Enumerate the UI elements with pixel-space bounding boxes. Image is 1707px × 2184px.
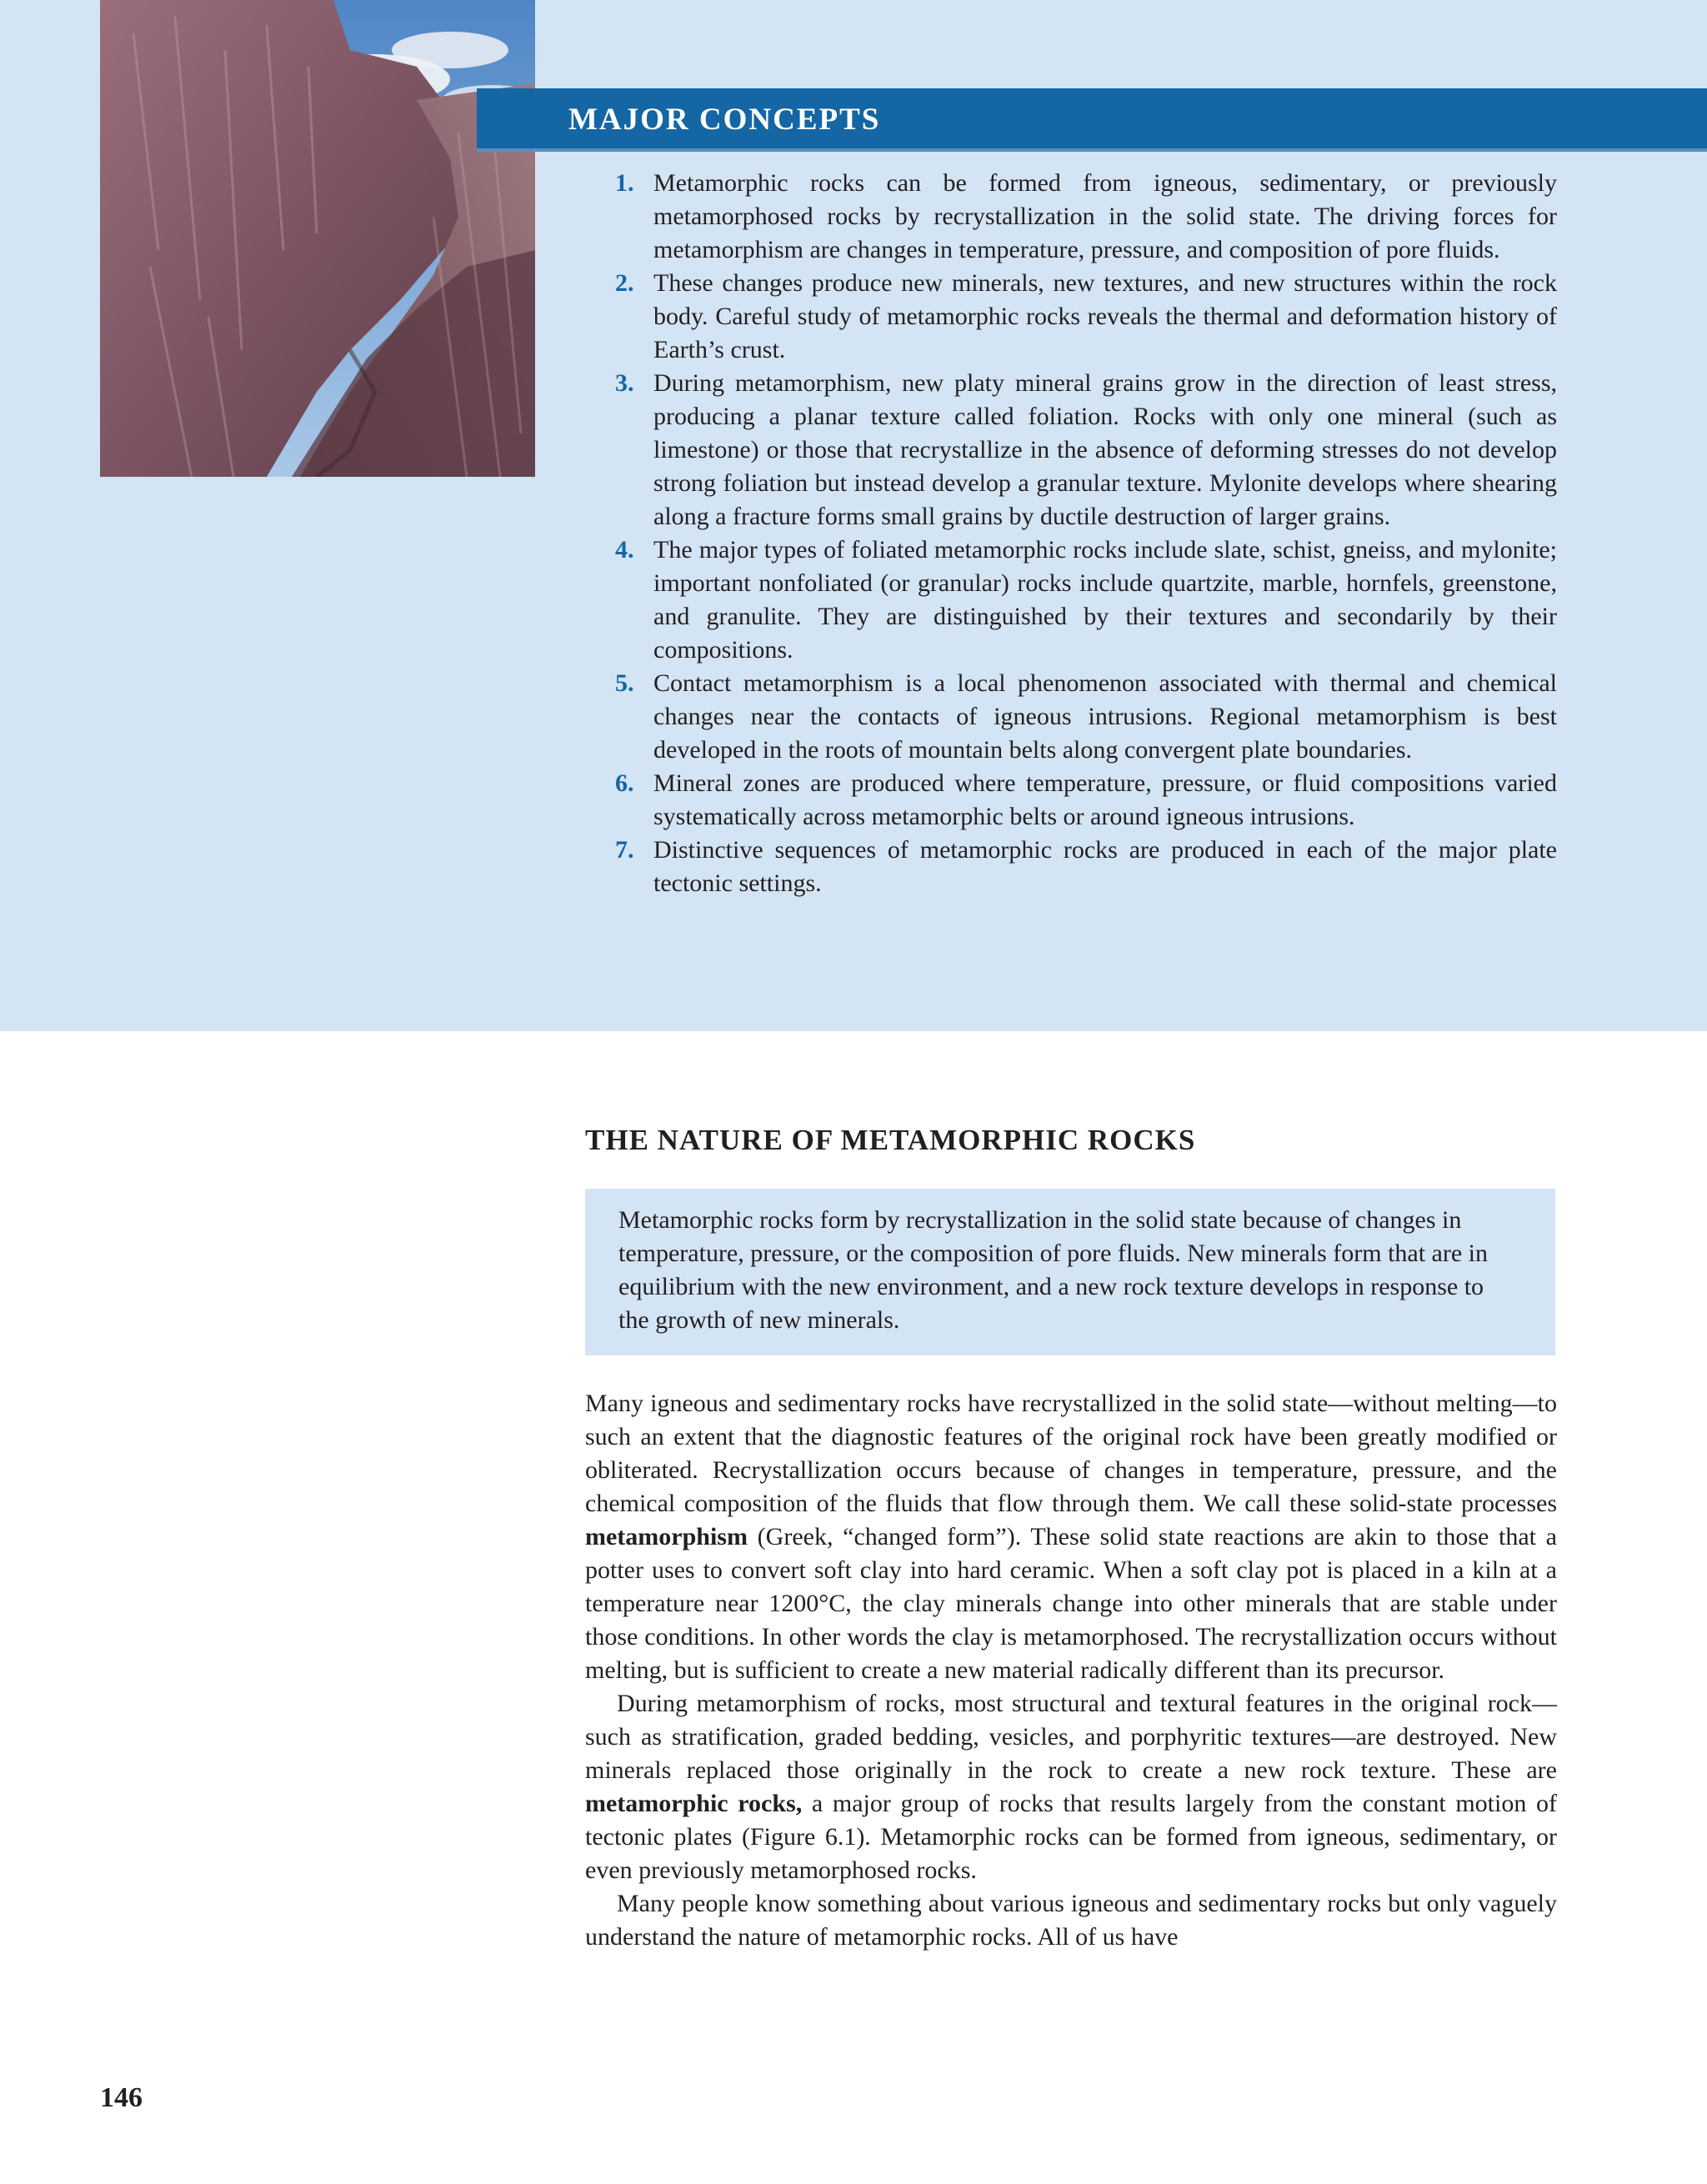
paragraph-text: a major group of rocks that results largely from the constant motion of tectonic plates (Figure 6.1). Metamorphic rocks can be formed from igneous, sedimentary, or even previously metamorphosed rocks. — [585, 1790, 1557, 1884]
concept-text: During metamorphism, new platy mineral grains grow in the direction of least stress, producing a planar texture called foliation. Rocks with only one mineral (such as limestone) or those that recrystallize in the absence of deforming stresses do not develop strong foliation but instead develop a granular texture. Mylonite develops where shearing along a fracture forms small grains by ductile destruction of larger grains. — [653, 369, 1557, 530]
concept-text: These changes produce new minerals, new textures, and new structures within the rock body. Careful study of metamorphic rocks reveals the thermal and deformation history of Earth’s crust. — [653, 269, 1557, 363]
concept-number: 5. — [615, 669, 634, 697]
major-concepts-title: MAJOR CONCEPTS — [568, 103, 881, 137]
key-term: metamorphic rocks, — [585, 1790, 803, 1817]
concept-number: 2. — [615, 269, 634, 297]
concept-text: Distinctive sequences of metamorphic rocks are produced in each of the major plate tectonic settings. — [653, 836, 1557, 897]
concept-text: Metamorphic rocks can be formed from igneous, sedimentary, or previously metamorphosed rocks by recrystallization in the solid state. The driving forces for metamorphism are changes in temperature, pressure, and composition of pore fluids. — [653, 169, 1557, 263]
concept-number: 6. — [615, 769, 634, 797]
key-term: metamorphism — [585, 1523, 748, 1550]
section-title: THE NATURE OF METAMORPHIC ROCKS — [585, 1124, 1196, 1156]
concept-text: Contact metamorphism is a local phenomenon associated with thermal and chemical changes near the contacts of igneous intrusions. Regional metamorphism is best developed in the roots of mountain belts along convergent plate boundaries. — [653, 669, 1557, 764]
paragraph-text: During metamorphism of rocks, most structural and textural features in the original rock—such as stratification, graded bedding, vesicles, and porphyritic textures—are destroyed. New minerals replaced those originally in the rock to create a new rock texture. These are — [585, 1690, 1557, 1784]
concept-number: 7. — [615, 836, 634, 864]
body-paragraph: Many people know something about various igneous and sedimentary rocks but only vaguely understand the nature of metamorphic rocks. All of us have — [585, 1890, 1557, 1951]
concept-item — [615, 267, 1557, 367]
rock-cliff-photo — [100, 0, 535, 477]
concept-item — [615, 367, 1557, 533]
concept-item — [615, 834, 1557, 900]
rock-cliff-image — [100, 0, 535, 477]
concept-item — [615, 667, 1557, 767]
concept-item — [615, 167, 1557, 267]
concept-number: 3. — [615, 369, 634, 397]
concept-item — [615, 533, 1557, 667]
concept-text: The major types of foliated metamorphic rocks include slate, schist, gneiss, and mylonite; important nonfoliated (or granular) rocks include quartzite, marble, hornfels, greenstone, and granulite. They are distinguished by their textures and secondarily by their compositions. — [653, 536, 1557, 664]
concept-item — [615, 767, 1557, 834]
body-paragraph — [585, 1387, 1557, 1687]
body-text — [585, 1387, 1557, 1954]
body-paragraph — [585, 1687, 1557, 1887]
concept-text: Mineral zones are produced where temperature, pressure, or fluid compositions varied systematically across metamorphic belts or around igneous intrusions. — [653, 769, 1557, 830]
paragraph-text: (Greek, “changed form”). These solid state reactions are akin to those that a potter uses to convert soft clay into hard ceramic. When a soft clay pot is placed in a kiln at a temperature near 1200°C, the clay minerals change into other minerals that are stable under those conditions. In other words the clay is metamorphosed. The recrystallization occurs without melting, but is sufficient to create a new material radically different than its precursor. — [585, 1523, 1557, 1684]
concept-number: 4. — [615, 536, 634, 564]
page-number: 146 — [100, 2082, 143, 2113]
section-summary-text: Metamorphic rocks form by recrystallization in the solid state because of changes in temperature, pressure, or the composition of pore fluids. New minerals form that are in equilibrium with the new environment, and a new rock texture develops in response to the growth of new minerals. — [618, 1206, 1489, 1334]
section-summary-box — [585, 1189, 1555, 1355]
major-concepts-header — [477, 88, 1707, 148]
paragraph-text: Many igneous and sedimentary rocks have recrystallized in the solid state—without melting—to such an extent that the diagnostic features of the original rock have been greatly modified or obliterated. Recrystallization occurs because of changes in temperature, pressure, and the chemical composition of the fluids that flow through them. We call these solid-state processes — [585, 1390, 1557, 1517]
major-concepts-list — [615, 167, 1557, 900]
concept-number: 1. — [615, 169, 634, 197]
